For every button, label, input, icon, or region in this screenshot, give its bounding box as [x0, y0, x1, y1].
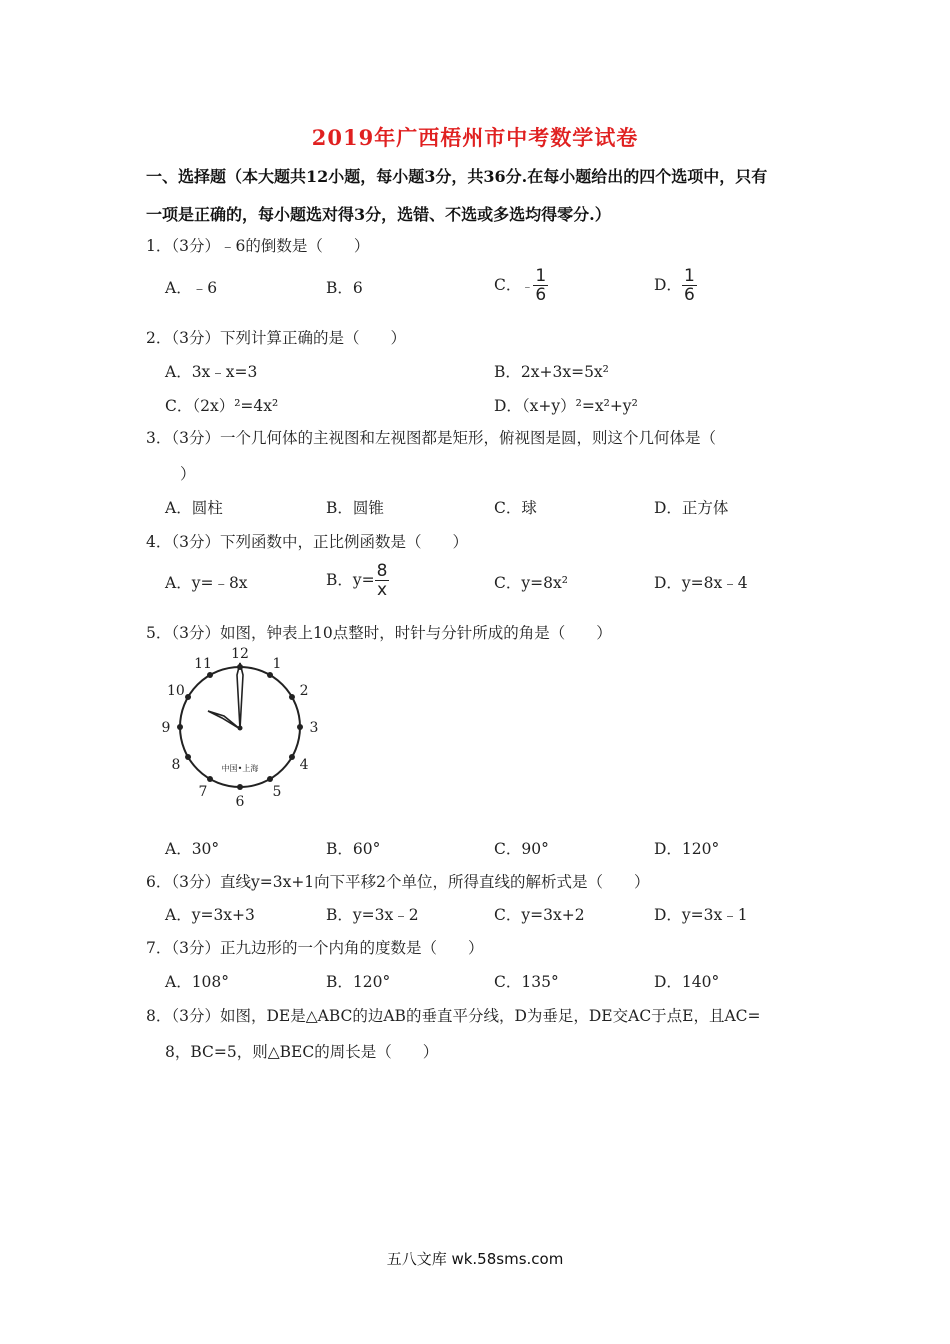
q5-option-a: A．30° — [165, 840, 220, 858]
q4-option-b — [326, 563, 389, 599]
q7-option-a: A．108° — [165, 973, 230, 991]
q2-option-d: D．（x+y）²=x²+y² — [494, 397, 638, 415]
section-heading-line1: 一、选择题（本大题共12小题，每小题3分，共36分.在每小题给出的四个选项中，只有 — [146, 167, 768, 186]
q7-option-d: D．140° — [654, 973, 720, 991]
question-3-stem-line1: 3．（3分）一个几何体的主视图和左视图都是矩形，俯视图是圆，则这个几何体是（ — [146, 429, 716, 447]
clock-number-9: 9 — [161, 720, 171, 736]
q5-option-d: D．120° — [654, 840, 720, 858]
question-6-stem: 6．（3分）直线y=3x+1向下平移2个单位，所得直线的解析式是（ ） — [146, 873, 650, 891]
question-7-stem: 7．（3分）正九边形的一个内角的度数是（ ） — [146, 939, 484, 957]
clock-dot — [289, 694, 295, 700]
question-8-stem-line1: 8．（3分）如图，DE是△ABC的边AB的垂直平分线，D为垂足，DE交AC于点E，且AC= — [146, 1007, 761, 1025]
clock-number-12: 12 — [231, 646, 249, 662]
q4-option-c: C．y=8x² — [494, 574, 568, 592]
clock-number-3: 3 — [309, 720, 319, 736]
q5-option-b: B．60° — [326, 840, 381, 858]
clock-dot — [185, 754, 191, 760]
q4-option-a: A．y=﹣8x — [165, 574, 248, 592]
clock-number-1: 1 — [272, 655, 282, 672]
question-8-stem-line2: 8，BC=5，则△BEC的周长是（ ） — [165, 1043, 439, 1061]
q1-option-d — [654, 268, 697, 304]
clock-figure — [160, 645, 324, 811]
clock-dot — [267, 672, 273, 678]
clock-number-10: 10 — [167, 683, 185, 699]
question-4-stem: 4．（3分）下列函数中，正比例函数是（ ） — [146, 533, 468, 551]
q3-option-c: C．球 — [494, 499, 537, 517]
q3-option-d: D．正方体 — [654, 499, 729, 517]
q1-option-c-label: C． — [494, 276, 522, 294]
q4-option-b-fraction — [375, 563, 390, 599]
clock-center — [238, 726, 243, 731]
q6-option-d: D．y=3x﹣1 — [654, 906, 748, 924]
clock-number-2: 2 — [299, 683, 309, 699]
q6-option-c: C．y=3x+2 — [494, 906, 585, 924]
clock-number-5: 5 — [272, 784, 282, 801]
minute-hand — [237, 663, 243, 729]
question-3-stem-line2: ） — [180, 465, 196, 483]
footer-watermark: 五八文库 wk.58sms.com — [386, 1250, 564, 1268]
question-2-stem: 2．（3分）下列计算正确的是（ ） — [146, 329, 406, 347]
q2-option-b: B．2x+3x=5x² — [494, 363, 609, 381]
clock-number-7: 7 — [198, 784, 208, 801]
q4-b-denominator: x — [377, 580, 388, 600]
page-title: 2019年广西梧州市中考数学试卷 — [311, 125, 639, 150]
q1-option-c — [494, 268, 548, 304]
q1-d-numerator: 1 — [683, 266, 695, 286]
q1-option-d-fraction — [682, 268, 697, 304]
question-1-stem: 1．（3分）﹣6的倒数是（ ） — [146, 237, 370, 255]
q4-option-b-label: B．y= — [326, 571, 375, 589]
hour-hand — [208, 711, 240, 729]
section-heading-line2: 一项是正确的，每小题选对得3分，选错、不选或多选均得零分.） — [146, 205, 611, 224]
q7-option-b: B．120° — [326, 973, 391, 991]
clock-number-4: 4 — [299, 757, 309, 773]
q1-d-denominator: 6 — [683, 285, 695, 305]
clock-brand-text: 中国•上海 — [221, 764, 259, 773]
q2-option-c: C．（2x）²=4x² — [165, 397, 279, 415]
q2-option-a: A．3x﹣x=3 — [165, 363, 258, 381]
clock-dot — [289, 754, 295, 760]
clock-dot — [297, 724, 303, 730]
q1-option-c-sign: ﹣ — [521, 279, 534, 293]
clock-number-8: 8 — [171, 757, 181, 773]
q1-c-denominator: 6 — [535, 285, 547, 305]
clock-dot — [237, 784, 243, 790]
clock-dot — [177, 724, 183, 730]
clock-number-11: 11 — [194, 655, 212, 672]
q1-option-a: A．﹣6 — [165, 279, 218, 297]
q5-option-c: C．90° — [494, 840, 549, 858]
q3-option-a: A．圆柱 — [165, 499, 223, 517]
q6-option-a: A．y=3x+3 — [165, 906, 255, 924]
q1-option-b: B．6 — [326, 279, 363, 297]
q1-c-numerator: 1 — [535, 266, 547, 286]
q3-option-b: B．圆锥 — [326, 499, 384, 517]
clock-dot — [185, 694, 191, 700]
q4-b-numerator: 8 — [376, 561, 388, 581]
q7-option-c: C．135° — [494, 973, 559, 991]
q1-option-d-label: D． — [654, 276, 682, 294]
clock-number-6: 6 — [235, 794, 245, 810]
clock-dot — [207, 672, 213, 678]
q1-option-c-fraction — [533, 268, 548, 304]
q4-option-d: D．y=8x﹣4 — [654, 574, 748, 592]
clock-dot — [207, 776, 213, 782]
q6-option-b: B．y=3x﹣2 — [326, 906, 419, 924]
question-5-stem: 5．（3分）如图，钟表上10点整时，时针与分针所成的角是（ ） — [146, 624, 612, 642]
clock-dot — [267, 776, 273, 782]
